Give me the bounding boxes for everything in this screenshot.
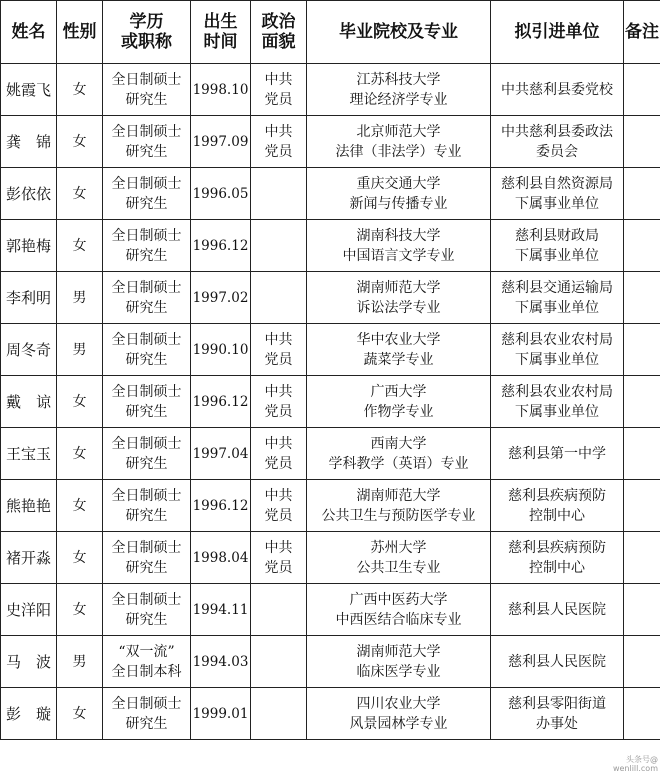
header-birth [191,1,251,64]
cell-name: 姚霞飞 [1,64,57,116]
cell-remarks [624,116,660,168]
cell-target-unit-line: 下属事业单位 [515,299,599,316]
cell-target-unit-line: 下属事业单位 [515,403,599,420]
cell-remarks [624,168,660,220]
cell-education-line: 研究生 [125,351,168,368]
cell-school-major [307,324,491,376]
cell-political-status-line: 中共 [264,383,293,400]
cell-birth: 1996.12 [191,480,251,532]
cell-school-major-line: 中国语言文学专业 [342,247,455,264]
header-text: 面貌 [261,32,296,52]
cell-education-line: 全日制硕士 [111,71,182,88]
header-text: 性别 [62,22,97,42]
header-text: 时间 [203,32,238,52]
cell-school-major-line: 新闻与传播专业 [349,195,448,212]
cell-education [103,168,191,220]
header-gender [57,1,103,64]
cell-remarks [624,584,660,636]
cell-school-major-line: 湖南科技大学 [356,227,441,244]
cell-education [103,584,191,636]
cell-birth: 1998.10 [191,64,251,116]
header-political-status [251,1,307,64]
cell-education [103,480,191,532]
cell-birth: 1996.12 [191,376,251,428]
cell-school-major-line: 临床医学专业 [356,663,441,680]
cell-education-line: 全日制硕士 [111,435,182,452]
cell-name: 马 波 [1,636,57,688]
cell-education [103,324,191,376]
cell-target-unit [491,584,624,636]
cell-political-status-line: 中共 [264,331,293,348]
cell-birth: 1999.01 [191,688,251,740]
cell-political-status-line: 党员 [264,559,293,576]
cell-education-line: 研究生 [125,507,168,524]
cell-political-status-line: 中共 [264,71,293,88]
cell-name: 彭依依 [1,168,57,220]
watermark [613,755,658,773]
cell-school-major [307,220,491,272]
cell-target-unit-line: 下属事业单位 [515,195,599,212]
table-header-row [1,1,660,64]
table-row [1,324,660,376]
cell-remarks [624,272,660,324]
cell-school-major-line: 法律（非法学）专业 [335,143,462,160]
cell-political-status [251,480,307,532]
cell-school-major-line: 湖南师范大学 [356,487,441,504]
cell-school-major-line: 重庆交通大学 [356,175,441,192]
cell-education-line: 全日制硕士 [111,175,182,192]
cell-education [103,376,191,428]
watermark-line: wenlill.com [612,764,658,773]
cell-target-unit-line: 控制中心 [529,507,585,524]
cell-political-status [251,272,307,324]
cell-political-status [251,168,307,220]
cell-school-major [307,480,491,532]
table-row [1,428,660,480]
cell-name: 龚 锦 [1,116,57,168]
cell-remarks [624,64,660,116]
cell-political-status [251,636,307,688]
table-row [1,220,660,272]
cell-education-line: 研究生 [125,299,168,316]
cell-school-major-line: 广西大学 [370,383,427,400]
cell-name: 褚开淼 [1,532,57,584]
cell-political-status [251,64,307,116]
cell-political-status [251,116,307,168]
cell-education-line: 全日制硕士 [111,591,182,608]
cell-target-unit [491,480,624,532]
cell-name: 熊艳艳 [1,480,57,532]
cell-target-unit-line: 慈利县财政局 [515,227,599,244]
table-row [1,584,660,636]
cell-education [103,688,191,740]
cell-target-unit [491,168,624,220]
cell-remarks [624,324,660,376]
cell-gender: 女 [57,584,103,636]
cell-school-major-line: 作物学专业 [363,403,434,420]
cell-remarks [624,688,660,740]
cell-political-status-line: 党员 [264,455,293,472]
table-body [1,64,660,740]
cell-gender: 男 [57,636,103,688]
cell-gender: 女 [57,376,103,428]
cell-political-status-line: 中共 [264,539,293,556]
cell-remarks [624,220,660,272]
cell-name: 史洋阳 [1,584,57,636]
cell-target-unit-line: 下属事业单位 [515,247,599,264]
cell-birth: 1996.05 [191,168,251,220]
cell-education [103,532,191,584]
cell-gender: 女 [57,428,103,480]
cell-school-major [307,116,491,168]
cell-target-unit [491,688,624,740]
cell-political-status-line: 党员 [264,143,293,160]
cell-school-major [307,428,491,480]
cell-target-unit-line: 慈利县疾病预防 [508,539,606,556]
cell-gender: 女 [57,116,103,168]
cell-gender: 女 [57,480,103,532]
cell-education-line: 全日制硕士 [111,487,182,504]
cell-target-unit-line: 下属事业单位 [515,351,599,368]
table-row [1,480,660,532]
cell-remarks [624,532,660,584]
cell-birth: 1994.11 [191,584,251,636]
cell-school-major-line: 北京师范大学 [356,123,441,140]
cell-school-major-line: 四川农业大学 [356,695,441,712]
cell-target-unit-line: 慈利县农业农村局 [501,331,613,348]
header-text: 学历 [129,12,164,32]
cell-school-major [307,272,491,324]
header-text: 政治 [261,12,296,32]
cell-political-status-line: 中共 [264,435,293,452]
header-text: 备注 [625,22,659,42]
cell-birth: 1990.10 [191,324,251,376]
table-row [1,636,660,688]
cell-gender: 男 [57,324,103,376]
header-text: 姓名 [11,22,46,42]
cell-education-line: 研究生 [125,247,168,264]
cell-school-major-line: 理论经济学专业 [349,91,448,108]
cell-target-unit [491,272,624,324]
cell-target-unit-line: 慈利县零阳街道 [508,695,606,712]
cell-education [103,116,191,168]
cell-education-line: 全日制硕士 [111,331,182,348]
cell-remarks [624,636,660,688]
cell-school-major-line: 公共卫生专业 [356,559,441,576]
cell-education-line: 全日制硕士 [111,279,182,296]
cell-target-unit [491,116,624,168]
cell-education-line: 全日制硕士 [111,383,182,400]
cell-target-unit [491,64,624,116]
cell-school-major [307,636,491,688]
table-row [1,376,660,428]
cell-education [103,272,191,324]
cell-political-status-line: 党员 [264,91,293,108]
cell-target-unit-line: 慈利县第一中学 [508,445,606,462]
cell-education-line: “双一流” [118,643,175,660]
cell-school-major [307,64,491,116]
cell-gender: 女 [57,220,103,272]
header-name [1,1,57,64]
cell-birth: 1998.04 [191,532,251,584]
cell-education-line: 研究生 [125,455,168,472]
cell-target-unit-line: 慈利县农业农村局 [501,383,613,400]
cell-education-line: 全日制本科 [111,663,182,680]
cell-target-unit-line: 慈利县自然资源局 [501,175,613,192]
cell-school-major-line: 华中农业大学 [356,331,441,348]
cell-school-major [307,376,491,428]
cell-target-unit-line: 委员会 [536,143,578,160]
cell-target-unit [491,220,624,272]
cell-education [103,64,191,116]
cell-birth: 1994.03 [191,636,251,688]
cell-education-line: 研究生 [125,143,168,160]
cell-gender: 男 [57,272,103,324]
cell-target-unit-line: 慈利县交通运输局 [501,279,613,296]
cell-school-major-line: 湖南师范大学 [356,643,441,660]
cell-school-major-line: 蔬菜学专业 [363,351,434,368]
cell-education-line: 全日制硕士 [111,123,182,140]
cell-political-status-line: 中共 [264,123,293,140]
cell-education-line: 研究生 [125,559,168,576]
header-school-major [307,1,491,64]
cell-political-status-line: 党员 [264,507,293,524]
cell-political-status [251,324,307,376]
cell-education-line: 全日制硕士 [111,539,182,556]
header-education [103,1,191,64]
cell-political-status-line: 中共 [264,487,293,504]
cell-gender: 女 [57,64,103,116]
cell-political-status-line: 党员 [264,351,293,368]
cell-name: 彭 璇 [1,688,57,740]
cell-school-major-line: 湖南师范大学 [356,279,441,296]
cell-school-major [307,168,491,220]
cell-education-line: 研究生 [125,91,168,108]
cell-remarks [624,480,660,532]
cell-school-major [307,688,491,740]
cell-political-status [251,376,307,428]
header-text: 拟引进单位 [514,22,600,42]
cell-remarks [624,376,660,428]
cell-school-major-line: 苏州大学 [370,539,427,556]
table-row [1,168,660,220]
cell-political-status [251,220,307,272]
cell-target-unit-line: 慈利县人民医院 [508,601,606,618]
cell-remarks [624,428,660,480]
cell-education-line: 研究生 [125,403,168,420]
cell-education-line: 研究生 [125,611,168,628]
header-target-unit [491,1,624,64]
cell-school-major-line: 学科教学（英语）专业 [328,455,469,472]
table-row [1,116,660,168]
cell-gender: 女 [57,532,103,584]
cell-school-major-line: 西南大学 [370,435,427,452]
cell-school-major [307,532,491,584]
cell-target-unit [491,376,624,428]
cell-school-major-line: 广西中医药大学 [349,591,448,608]
table-row [1,532,660,584]
cell-name: 王宝玉 [1,428,57,480]
header-remarks [624,1,660,64]
cell-education [103,220,191,272]
cell-target-unit-line: 控制中心 [529,559,585,576]
cell-political-status [251,688,307,740]
cell-education-line: 全日制硕士 [111,227,182,244]
cell-name: 郭艳梅 [1,220,57,272]
cell-target-unit-line: 办事处 [536,715,578,732]
cell-political-status [251,584,307,636]
cell-gender: 女 [57,688,103,740]
cell-school-major-line: 风景园林学专业 [349,715,448,732]
cell-target-unit-line: 中共慈利县委党校 [501,81,613,98]
cell-school-major [307,584,491,636]
cell-target-unit [491,428,624,480]
cell-school-major-line: 江苏科技大学 [356,71,441,88]
cell-target-unit-line: 慈利县疾病预防 [508,487,606,504]
cell-political-status [251,532,307,584]
cell-birth: 1996.12 [191,220,251,272]
watermark-line: 头条号@ [626,755,658,764]
cell-birth: 1997.04 [191,428,251,480]
cell-school-major-line: 诉讼法学专业 [356,299,441,316]
header-text: 出生 [203,12,238,32]
header-text: 或职称 [121,32,172,52]
cell-name: 周冬奇 [1,324,57,376]
cell-target-unit [491,636,624,688]
cell-target-unit-line: 慈利县人民医院 [508,653,606,670]
table-row [1,272,660,324]
cell-gender: 女 [57,168,103,220]
cell-education [103,428,191,480]
cell-education [103,636,191,688]
cell-birth: 1997.02 [191,272,251,324]
cell-political-status-line: 党员 [264,403,293,420]
cell-education-line: 研究生 [125,715,168,732]
cell-school-major-line: 公共卫生与预防医学专业 [321,507,476,524]
table-row [1,64,660,116]
cell-target-unit-line: 中共慈利县委政法 [501,123,613,140]
cell-education-line: 全日制硕士 [111,695,182,712]
cell-target-unit [491,324,624,376]
cell-education-line: 研究生 [125,195,168,212]
cell-birth: 1997.09 [191,116,251,168]
cell-political-status [251,428,307,480]
table-row [1,688,660,740]
header-text: 毕业院校及专业 [339,22,458,42]
cell-name: 戴 谅 [1,376,57,428]
cell-target-unit [491,532,624,584]
cell-school-major-line: 中西医结合临床专业 [335,611,462,628]
cell-name: 李利明 [1,272,57,324]
